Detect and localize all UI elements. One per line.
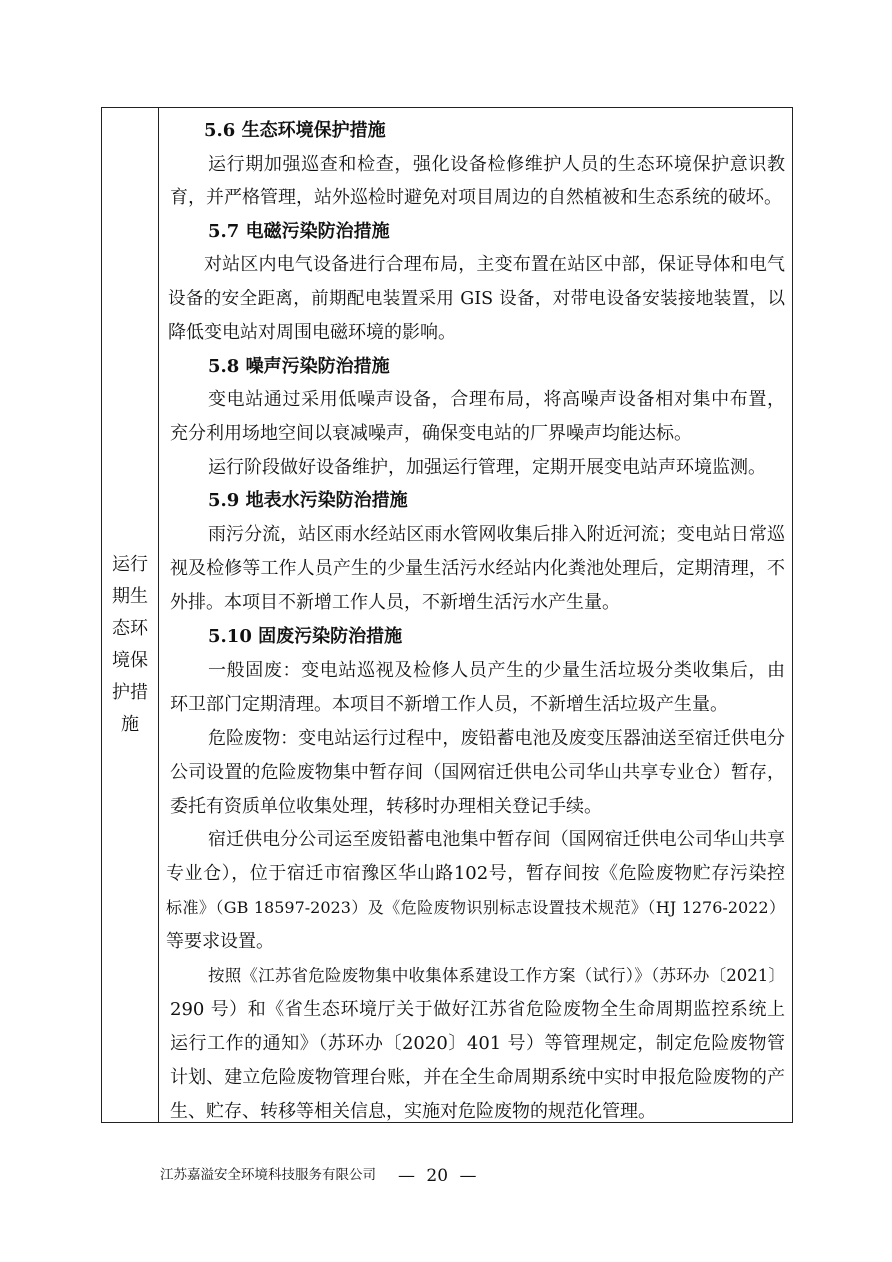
paragraph-line: 视及检修等工作人员产生的少量生活污水经站内化粪池处理后，定期清理，不 (170, 558, 785, 579)
content-cell (160, 108, 792, 1122)
row-header-line: 态环 (112, 618, 148, 639)
paragraph-line: 降低变电站对周围电磁环境的影响。 (168, 322, 456, 343)
paragraph-line: 育，并严格管理，站外巡检时避免对项目周边的自然植被和生态系统的破坏。 (170, 187, 782, 208)
paragraph-line: 运行期加强巡查和检查，强化设备检修维护人员的生态环境保护意识教 (208, 154, 785, 175)
page-number: — 20 — (398, 1166, 477, 1186)
section-heading: 5.10 固废污染防治措施 (208, 626, 403, 647)
row-header-line: 护措 (112, 682, 148, 703)
paragraph-line: 雨污分流，站区雨水经站区雨水管网收集后排入附近河流；变电站日常巡 (208, 524, 785, 545)
paragraph-line: 生、贮存、转移等相关信息，实施对危险废物的规范化管理。 (170, 1101, 656, 1122)
section-heading: 5.7 电磁污染防治措施 (208, 221, 390, 242)
row-header-line: 期生 (112, 586, 148, 607)
paragraph-line: 外排。本项目不新增工作人员，不新增生活污水产生量。 (170, 592, 620, 613)
section-heading: 5.9 地表水污染防治措施 (208, 490, 408, 511)
paragraph-line: 一般固废：变电站巡视及检修人员产生的少量生活垃圾分类收集后，由 (208, 660, 785, 681)
paragraph-line: 宿迁供电分公司运至废铅蓄电池集中暂存间（国网宿迁供电公司华山共享 (208, 829, 785, 850)
paragraph-line: 对站区内电气设备进行合理布局，主变布置在站区中部，保证导体和电气 (204, 254, 785, 275)
content-table (101, 107, 793, 1123)
paragraph-line: 按照《江苏省危险废物集中收集体系建设工作方案（试行）》（苏环办〔2021〕 (208, 966, 785, 985)
paragraph-line: 运行阶段做好设备维护，加强运行管理，定期开展变电站声环境监测。 (208, 457, 766, 478)
row-header-cell (102, 108, 159, 1122)
row-header-label (102, 549, 158, 741)
section-heading: 5.8 噪声污染防治措施 (208, 356, 390, 377)
paragraph-line: 运行工作的通知》（苏环办〔2020〕401 号）等管理规定，制定危险废物管 (170, 1033, 785, 1054)
footer-company-name: 江苏嘉溢安全环境科技服务有限公司 (160, 1167, 376, 1183)
paragraph-line: 等要求设置。 (166, 931, 274, 952)
row-header-line: 施 (121, 714, 139, 735)
paragraph-line: 计划、建立危险废物管理台账，并在全生命周期系统中实时申报危险废物的产 (170, 1067, 785, 1088)
paragraph-line: 专业仓），位于宿迁市宿豫区华山路102号，暂存间按《危险废物贮存污染控 (166, 863, 785, 884)
row-header-line: 境保 (112, 650, 148, 671)
paragraph-line: 变电站通过采用低噪声设备，合理布局，将高噪声设备相对集中布置， (208, 389, 785, 410)
paragraph-line: 环卫部门定期清理。本项目不新增工作人员，不新增生活垃圾产生量。 (170, 694, 728, 715)
paragraph-line: 设备的安全距离，前期配电装置采用 GIS 设备，对带电设备安装接地装置，以 (168, 289, 785, 309)
paragraph-line: 标准》（GB 18597-2023）及《危险废物识别标志设置技术规范》（HJ 1276-2022） (166, 898, 785, 917)
paragraph-line: 危险废物：变电站运行过程中，废铅蓄电池及废变压器油送至宿迁供电分 (208, 728, 785, 749)
paragraph-line: 充分利用场地空间以衰减噪声，确保变电站的厂界噪声均能达标。 (170, 423, 692, 444)
paragraph-line: 290 号）和《省生态环境厅关于做好江苏省危险废物全生命周期监控系统上 (170, 999, 785, 1020)
section-heading: 5.6 生态环境保护措施 (204, 120, 386, 141)
row-header-line: 运行 (112, 554, 148, 575)
paragraph-line: 委托有资质单位收集处理，转移时办理相关登记手续。 (170, 796, 602, 817)
paragraph-line: 公司设置的危险废物集中暂存间（国网宿迁供电公司华山共享专业仓）暂存， (170, 762, 785, 783)
